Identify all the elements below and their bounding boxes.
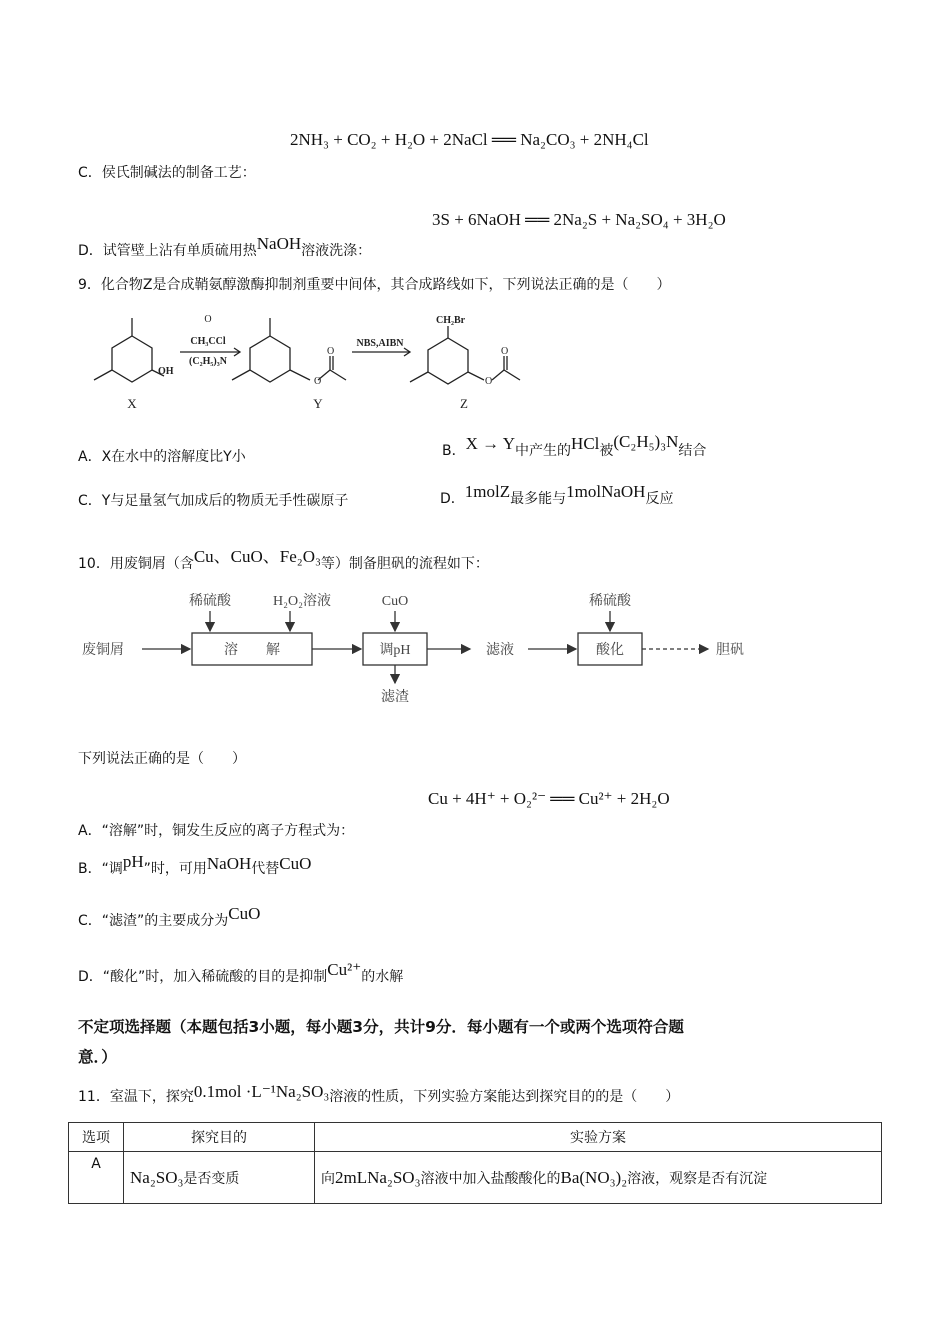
q10-stem-pre: 10．用废铜屑（含 (78, 556, 194, 572)
reagent1-mid: CH₃CCl (190, 336, 226, 347)
flow-add3: 稀硫酸 (589, 594, 631, 609)
experiment-table (68, 1122, 882, 1204)
option-10c-math: CuO (228, 904, 261, 923)
table-cell-purpose (124, 1152, 315, 1204)
option-9a: A．X在水中的溶解度比Y小 (78, 449, 246, 465)
label-y: Y (313, 396, 323, 411)
flow-box2: 调pH (379, 643, 411, 658)
flow-add1a: 稀硫酸 (189, 594, 231, 609)
table-cell-option: A (69, 1152, 124, 1204)
flow-box1: 溶 解 (224, 643, 280, 658)
option-10c-text: C．“滤渣”的主要成分为 (78, 913, 229, 929)
option-10a: A．“溶解”时，铜发生反应的离子方程式为： (78, 823, 355, 839)
flow-add2: CuO (381, 594, 409, 609)
table-header: 探究目的 (124, 1123, 315, 1152)
option-10d (78, 960, 404, 986)
equation-d: 3S + 6NaOH ══ 2Na₂S + Na₂SO₄ + 3H₂O (432, 210, 726, 229)
label-z: Z (460, 396, 468, 411)
carbonyl-o-z: O (501, 346, 509, 357)
plan-m2: Ba(NO₃)₂ (560, 1167, 628, 1187)
table-header: 选项 (69, 1123, 124, 1152)
ester-o-y: O (314, 376, 322, 387)
ring-y (250, 336, 290, 382)
reagent1-bottom: (C₂H₅)₃N (189, 356, 227, 367)
option-9b-m1: X → Y (465, 434, 516, 453)
option-10b-m3: CuO (279, 854, 312, 873)
option-8c: C．侯氏制碱法的制备工艺： (78, 165, 256, 181)
ring-z (428, 338, 468, 384)
option-9c: C．Y与足量氢气加成后的物质无手性碳原子 (78, 493, 349, 509)
ester-o-z: O (485, 376, 493, 387)
table-header: 实验方案 (315, 1123, 882, 1152)
carbonyl-o-y: O (327, 346, 335, 357)
option-9b-t1: 中产生的 (515, 443, 572, 459)
option-10b-t1: ”时，可用 (143, 861, 207, 877)
q11-stem-post: 溶液的性质，下列实验方案能达到探究目的的是（ ） (329, 1089, 680, 1105)
option-8d-text: D．试管壁上沾有单质硫用热 (78, 243, 257, 259)
flow-box3: 酸化 (596, 643, 624, 658)
equation-10a: Cu + 4H⁺ + O₂²⁻ ══ Cu²⁺ + 2H₂O (428, 789, 670, 808)
option-10b-t2: 代替 (251, 861, 280, 877)
option-9d-t1: 最多能与 (510, 491, 567, 507)
option-10b (78, 852, 312, 878)
option-9b-m3: (C₂H₅)₃N (613, 432, 679, 451)
process-flow-diagram (80, 585, 800, 715)
option-10d-text2: 的水解 (361, 969, 404, 985)
option-9b-m2: HCl (571, 434, 600, 453)
table-row (69, 1152, 882, 1204)
option-9d-label: D． (440, 491, 465, 507)
table-cell-plan (315, 1152, 882, 1204)
flow-add1b: H₂O₂溶液 (273, 594, 331, 609)
option-10b-m1: pH (122, 852, 144, 871)
flow-raw: 废铜屑 (82, 643, 124, 658)
reagent2: NBS,AIBN (356, 338, 404, 349)
equation-c: 2NH₃ + CO₂ + H₂O + 2NaCl ══ Na₂CO₃ + 2NH₄Cl (290, 130, 649, 149)
synthesis-route-diagram (80, 308, 640, 418)
flow-filtrate: 滤液 (486, 643, 514, 658)
q10-sub-stem: 下列说法正确的是（ ） (78, 751, 246, 767)
option-9b (442, 432, 707, 460)
ch2br-label: CH₂Br (436, 315, 466, 326)
flow-product: 胆矾 (716, 643, 744, 658)
option-10d-text: D．“酸化”时，加入稀硫酸的目的是抑制 (78, 969, 328, 985)
option-9b-t3: 结合 (678, 443, 707, 459)
section-heading-line1: 不定项选择题（本题包括3小题，每小题3分，共计9分．每小题有一个或两个选项符合题 (78, 1018, 684, 1036)
q9-stem: 9．化合物Z是合成鞘氨醇激酶抑制剂重要中间体，其合成路线如下，下列说法正确的是（ ） (78, 277, 671, 293)
option-9d (440, 482, 674, 508)
section-heading-line2: 意．） (78, 1048, 117, 1066)
purpose-math: Na₂SO₃ (130, 1167, 184, 1187)
q11-stem (78, 1082, 680, 1106)
label-x: X (127, 396, 137, 411)
plan-t1: 向 (321, 1170, 335, 1187)
plan-t2: 溶液中加入盐酸酸化的 (420, 1170, 561, 1187)
option-10c (78, 904, 261, 930)
q11-stem-pre: 11．室温下，探究 (78, 1089, 194, 1105)
option-10d-math: Cu²⁺ (327, 960, 362, 979)
q10-stem-post: 等）制备胆矾的流程如下： (320, 556, 489, 572)
option-10b-m2: NaOH (206, 854, 252, 873)
table-header-row (69, 1123, 882, 1152)
option-10b-label: B．“调 (78, 861, 123, 877)
option-9d-m1: 1molZ (464, 482, 511, 501)
ring-x (112, 336, 152, 382)
reagent1-top: O (204, 314, 212, 325)
q10-stem (78, 548, 489, 573)
plan-t3: 溶液，观察是否有沉淀 (627, 1170, 768, 1187)
option-8d (78, 234, 372, 260)
purpose-text: 是否变质 (183, 1170, 240, 1187)
q10-stem-math: Cu、CuO、Fe₂O₃ (193, 547, 321, 566)
q11-stem-math: 0.1mol ·L⁻¹Na₂SO₃ (193, 1082, 330, 1101)
plan-m1: 2mLNa₂SO₃ (335, 1167, 421, 1187)
option-8d-text2: 溶液洗涤： (301, 243, 372, 259)
flow-residue: 滤渣 (381, 690, 409, 705)
option-8d-math: NaOH (256, 234, 302, 253)
option-9b-t2: 被 (599, 443, 614, 459)
option-9d-t2: 反应 (645, 491, 674, 507)
option-9b-label: B． (442, 443, 466, 459)
option-9d-m2: 1molNaOH (566, 482, 646, 501)
hydroxyl-label: OH (158, 366, 174, 377)
